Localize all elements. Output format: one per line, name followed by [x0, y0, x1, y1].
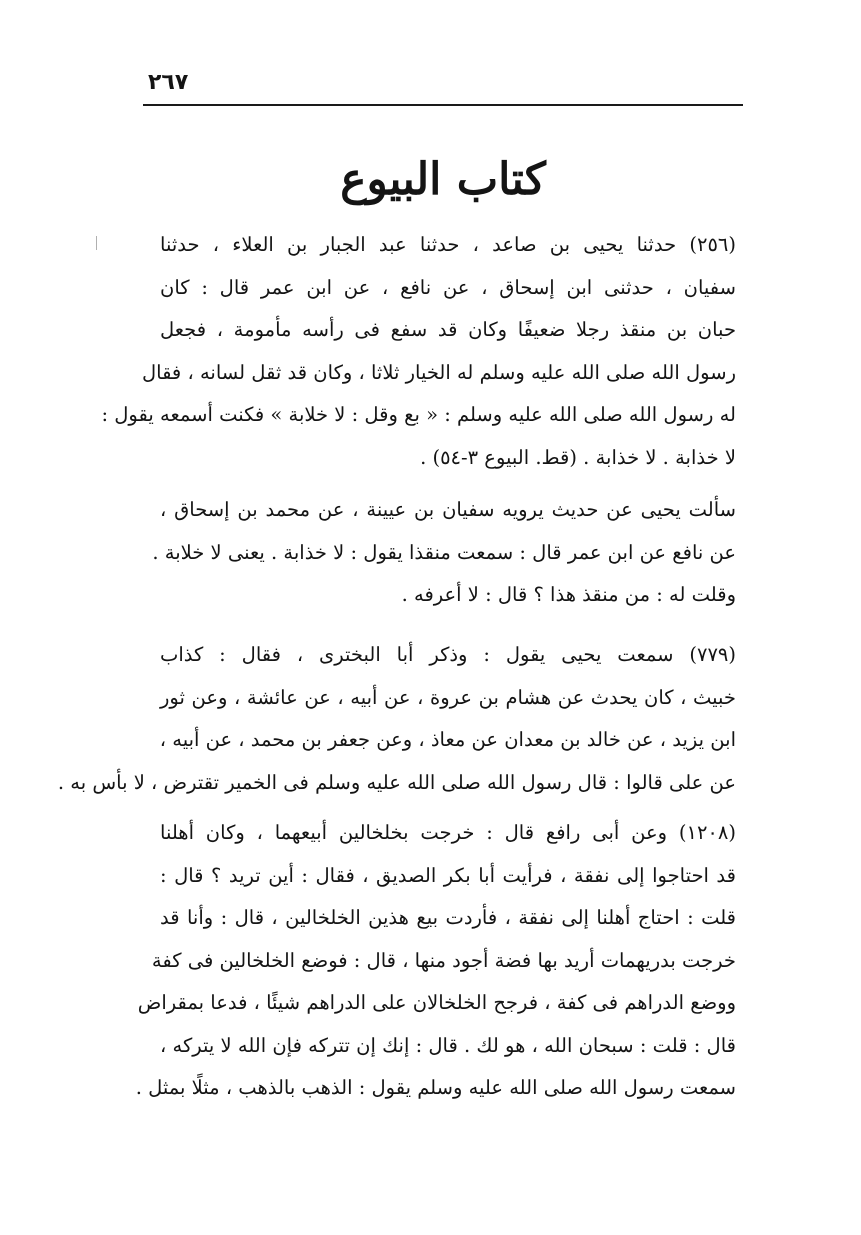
page-number: ٢٦٧: [148, 70, 189, 95]
text-line: سفيان ، حدثنى ابن إسحاق ، عن نافع ، عن ابن عمر قال : كان: [160, 275, 736, 299]
text-line: (١٢٠٨) وعن أبى رافع قال : خرجت بخلخالين أبيعهما ، وكان أهلنا: [160, 821, 736, 844]
text-line: عن نافع عن ابن عمر قال : سمعت منقذا يقول : لا خذابة . يعنى لا خلابة .: [152, 540, 736, 564]
paragraph-question: [152, 489, 736, 617]
text-line: قلت : احتاج أهلنا إلى نفقة ، فأردت بيع هذين الخلخالين ، قال : وأنا قد: [160, 906, 736, 929]
chapter-title: كتاب البيوع: [340, 154, 546, 205]
header-rule: [143, 104, 743, 106]
text-line: وقلت له : من منقذ هذا ؟ قال : لا أعرفه .: [401, 583, 736, 606]
text-line: قال : قلت : سبحان الله ، هو لك . قال : إنك إن تتركه فإن الله لا يتركه ،: [160, 1033, 736, 1057]
paragraph-779: [57, 634, 736, 804]
text-line: قد احتاجوا إلى نفقة ، فرأيت أبا بكر الصديق ، فقال : أين تريد ؟ قال :: [160, 863, 736, 887]
text-line: خرجت بدريهمات أريد بها فضة أجود منها ، قال : فوضع الخلخالين فى كفة: [151, 948, 736, 972]
text-line: سألت يحيى عن حديث يرويه سفيان بن عيينة ، عن محمد بن إسحاق ،: [160, 498, 736, 521]
paragraph-256: [101, 224, 736, 479]
text-line: حبان بن منقذ رجلا ضعيفًا وكان قد سفع فى رأسه مأمومة ، فجعل: [160, 318, 736, 341]
text-line: لا خذابة . لا خذابة . (قط. البيوع ٣-٥٤) .: [420, 445, 736, 469]
text-line: سمعت رسول الله صلى الله عليه وسلم يقول : الذهب بالذهب ، مثلًا بمثل .: [135, 1076, 736, 1099]
text-line: عن على قالوا : قال رسول الله صلى الله عليه وسلم فى الخمير تقترض ، لا بأس به .: [57, 770, 736, 794]
text-line: ووضع الدراهم فى كفة ، فرجح الخلخالان على الدراهم شيئًا ، فدعا بمقراض: [137, 991, 736, 1014]
text-line: له رسول الله صلى الله عليه وسلم : « بع وقل : لا خلابة » فكنت أسمعه يقول :: [101, 403, 736, 426]
text-line: (٢٥٦) حدثنا يحيى بن صاعد ، حدثنا عبد الجبار بن العلاء ، حدثنا: [160, 233, 736, 256]
text-line: ابن يزيد ، عن خالد بن معدان عن معاذ ، وعن جعفر بن محمد ، عن أبيه ،: [159, 728, 736, 751]
text-line: (٧٧٩) سمعت يحيى يقول : وذكر أبا البخترى ، فقال : كذاب: [160, 643, 736, 666]
text-line: رسول الله صلى الله عليه وسلم له الخيار ثلاثا ، وكان قد ثقل لسانه ، فقال: [141, 360, 736, 384]
text-line: خبيث ، كان يحدث عن هشام بن عروة ، عن أبيه ، عن عائشة ، وعن ثور: [160, 685, 736, 709]
margin-mark: [96, 236, 97, 250]
paragraph-1208: [135, 812, 736, 1110]
